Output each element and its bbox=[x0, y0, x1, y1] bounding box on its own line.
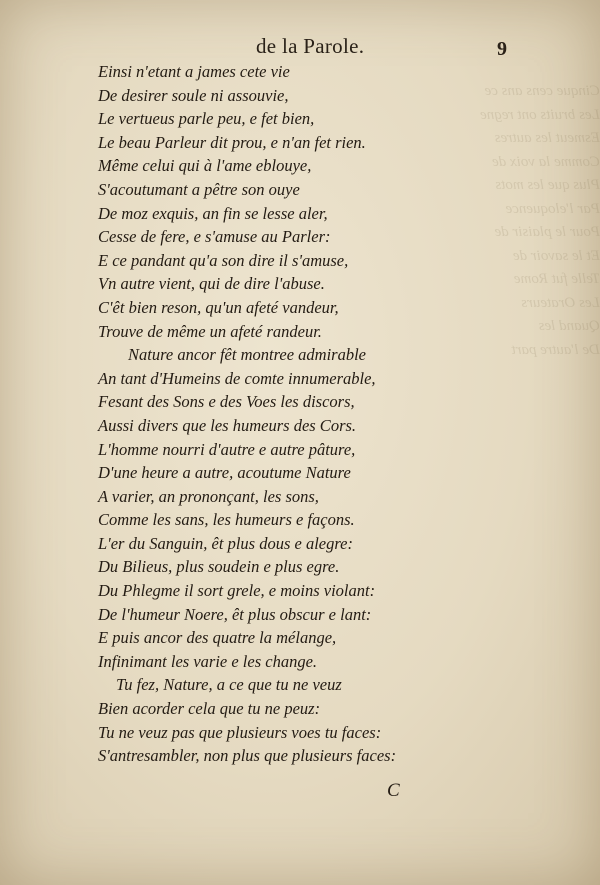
verse-line: Même celui qui à l'ame eblouye, bbox=[98, 156, 312, 176]
catchword: C bbox=[387, 780, 400, 801]
verse-line: De l'humeur Noere, êt plus obscur e lant: bbox=[98, 604, 372, 624]
verse-line: Vn autre vient, qui de dire l'abuse. bbox=[98, 274, 325, 294]
verse-line: Nature ancor fêt montree admirable bbox=[128, 345, 366, 365]
verse-line: Aussi divers que les humeurs des Cors. bbox=[98, 415, 357, 435]
verse-line: S'antresambler, non plus que plusieurs faces: bbox=[98, 746, 397, 766]
verse-line: Comme les sans, les humeurs e façons. bbox=[98, 510, 355, 530]
verse-line: A varier, an prononçant, les sons, bbox=[98, 486, 319, 506]
verse-line: C'êt bien reson, qu'un afeté vandeur, bbox=[98, 297, 339, 317]
verse-line: An tant d'Humeins de comte innumerable, bbox=[98, 368, 376, 388]
verse-line: Fesant des Sons e des Voes les discors, bbox=[98, 392, 355, 412]
verse-line: Bien acorder cela que tu ne peuz: bbox=[98, 699, 321, 719]
poem-text bbox=[98, 60, 428, 768]
verse-line: D'une heure a autre, acoutume Nature bbox=[98, 463, 351, 483]
bleed-through-text: Cinque cens ans ce Les bruits ont regne Esmeut les autres Comme la voix de Plus que les mots Par l'eloquence Pour le plaisir de Et le savoir de Telle fut Rome Les Orateurs Quand les De l'autre part bbox=[480, 83, 600, 358]
verse-line: Trouve de même un afeté randeur. bbox=[98, 321, 322, 341]
verse-line: De moz exquis, an fin se lesse aler, bbox=[98, 203, 328, 223]
verse-line: Du Bilieus, plus soudein e plus egre. bbox=[98, 557, 340, 577]
verse-line: S'acoutumant a pêtre son ouye bbox=[98, 179, 300, 199]
verse-line: Le vertueus parle peu, e fet bien, bbox=[98, 109, 315, 129]
verse-line: De desirer soule ni assouvie, bbox=[98, 85, 289, 105]
verse-line: Einsi n'etant a james cete vie bbox=[98, 62, 290, 81]
verse-line: E puis ancor des quatre la mélange, bbox=[98, 628, 337, 648]
verse-line: Tu fez, Nature, a ce que tu ne veuz bbox=[116, 675, 342, 695]
page-number: 9 bbox=[497, 38, 507, 60]
verse-line: L'er du Sanguin, êt plus dous e alegre: bbox=[98, 533, 353, 553]
running-title: de la Parole. bbox=[256, 34, 365, 58]
verse-line: Cesse de fere, e s'amuse au Parler: bbox=[98, 227, 331, 247]
verse-line: E ce pandant qu'a son dire il s'amuse, bbox=[98, 250, 349, 270]
verse-line: L'homme nourri d'autre e autre pâture, bbox=[98, 439, 356, 459]
verse-line: Infinimant les varie e les change. bbox=[98, 651, 318, 671]
verse-line: Tu ne veuz pas que plusieurs voes tu faces: bbox=[98, 722, 382, 742]
verse-line: Du Phlegme il sort grele, e moins violant: bbox=[98, 581, 376, 601]
verse-line: Le beau Parleur dit prou, e n'an fet rien. bbox=[98, 132, 366, 152]
